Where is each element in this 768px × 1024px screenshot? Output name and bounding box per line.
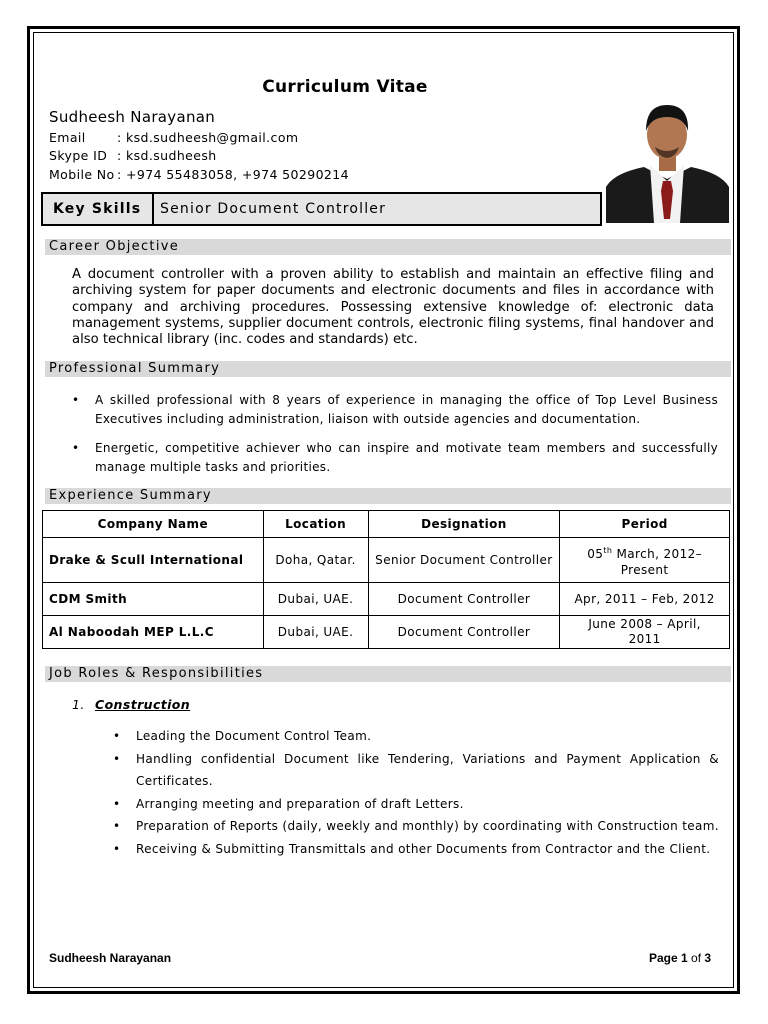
subheading-label: Construction [95, 697, 191, 712]
table-cell: Doha, Qatar. [263, 538, 368, 583]
section-header-experience: Experience Summary [45, 488, 731, 504]
page-num: 1 [681, 951, 688, 965]
list-item: • A skilled professional with 8 years of experience in managing the office of Top Level Business Executives including administration, liaison with outside agencies and documentation. [72, 391, 718, 429]
email-value: : ksd.sudheesh@gmail.com [117, 130, 299, 145]
list-item: • Leading the Document Control Team. [113, 725, 719, 748]
profile-photo [606, 95, 729, 223]
column-header: Designation [368, 511, 560, 538]
table-cell: CDM Smith [43, 583, 264, 616]
page-prefix: Page [649, 951, 682, 965]
contact-label: Email [49, 130, 86, 145]
contact-label: Skype ID [49, 148, 108, 163]
job-responsibilities-list [113, 725, 719, 860]
table-row [43, 616, 730, 649]
key-skills-bar [41, 192, 602, 226]
career-objective-text: A document controller with a proven ability to establish and maintain an effective filing and archiving system for paper documents and electronic documents and files in accordance with company and archiving procedures. Possessing extensive knowledge of: electronic data management systems, supplier document controls, electronic filing systems, final handover and also technical library (inc. codes and standards) etc. [72, 267, 714, 348]
list-item: • Preparation of Reports (daily, weekly and monthly) by coordinating with Construction team. [113, 815, 719, 838]
key-skills-label: Key Skills [43, 194, 154, 224]
list-item: • Energetic, competitive achiever who can inspire and motivate team members and successfully manage multiple tasks and priorities. [72, 439, 718, 477]
job-subheading [72, 697, 190, 712]
table-cell: Senior Document Controller [368, 538, 560, 583]
table-cell: Apr, 2011 – Feb, 2012 [560, 583, 730, 616]
list-item: • Receiving & Submitting Transmittals and other Documents from Contractor and the Client. [113, 838, 719, 861]
section-header-professional: Professional Summary [45, 361, 731, 377]
table-cell [560, 538, 730, 583]
contact-email-row [49, 130, 298, 145]
period-superscript: th [603, 545, 613, 555]
list-item: • Handling confidential Document like Tendering, Variations and Payment Application & Certificates. [113, 748, 719, 793]
table-header-row [43, 511, 730, 538]
column-header: Location [263, 511, 368, 538]
period-day: 05 [587, 546, 604, 561]
table-row [43, 583, 730, 616]
key-skills-value: Senior Document Controller [160, 201, 387, 217]
contact-skype-row [49, 148, 217, 163]
section-header-jobs: Job Roles & Responsibilities [45, 666, 731, 682]
professional-summary-list [72, 391, 718, 477]
table-cell: Document Controller [368, 616, 560, 649]
column-header: Period [560, 511, 730, 538]
column-header: Company Name [43, 511, 264, 538]
table-cell: Dubai, UAE. [263, 583, 368, 616]
footer-page-number [649, 951, 711, 965]
footer-name: Sudheesh Narayanan [49, 951, 172, 965]
candidate-name: Sudheesh Narayanan [49, 108, 216, 126]
subheading-number: 1. [72, 697, 85, 712]
table-cell: Drake & Scull International [43, 538, 264, 583]
table-cell: Document Controller [368, 583, 560, 616]
skype-value: : ksd.sudheesh [117, 148, 217, 163]
page-of: of [687, 951, 705, 965]
mobile-value: : +974 55483058, +974 50290214 [117, 167, 349, 182]
contact-mobile-row [49, 167, 349, 182]
section-header-career: Career Objective [45, 239, 731, 255]
table-cell: June 2008 – April, 2011 [560, 616, 730, 649]
list-item: • Arranging meeting and preparation of draft Letters. [113, 793, 719, 816]
table-cell: Dubai, UAE. [263, 616, 368, 649]
page-total: 3 [704, 951, 712, 965]
period-rest: March, 2012–Present [612, 546, 703, 577]
table-row [43, 538, 730, 583]
table-cell: Al Naboodah MEP L.L.C [43, 616, 264, 649]
experience-table [42, 510, 730, 649]
profile-photo-illustration [606, 95, 729, 223]
contact-label: Mobile No [49, 167, 115, 182]
document-title: Curriculum Vitae [262, 77, 428, 97]
